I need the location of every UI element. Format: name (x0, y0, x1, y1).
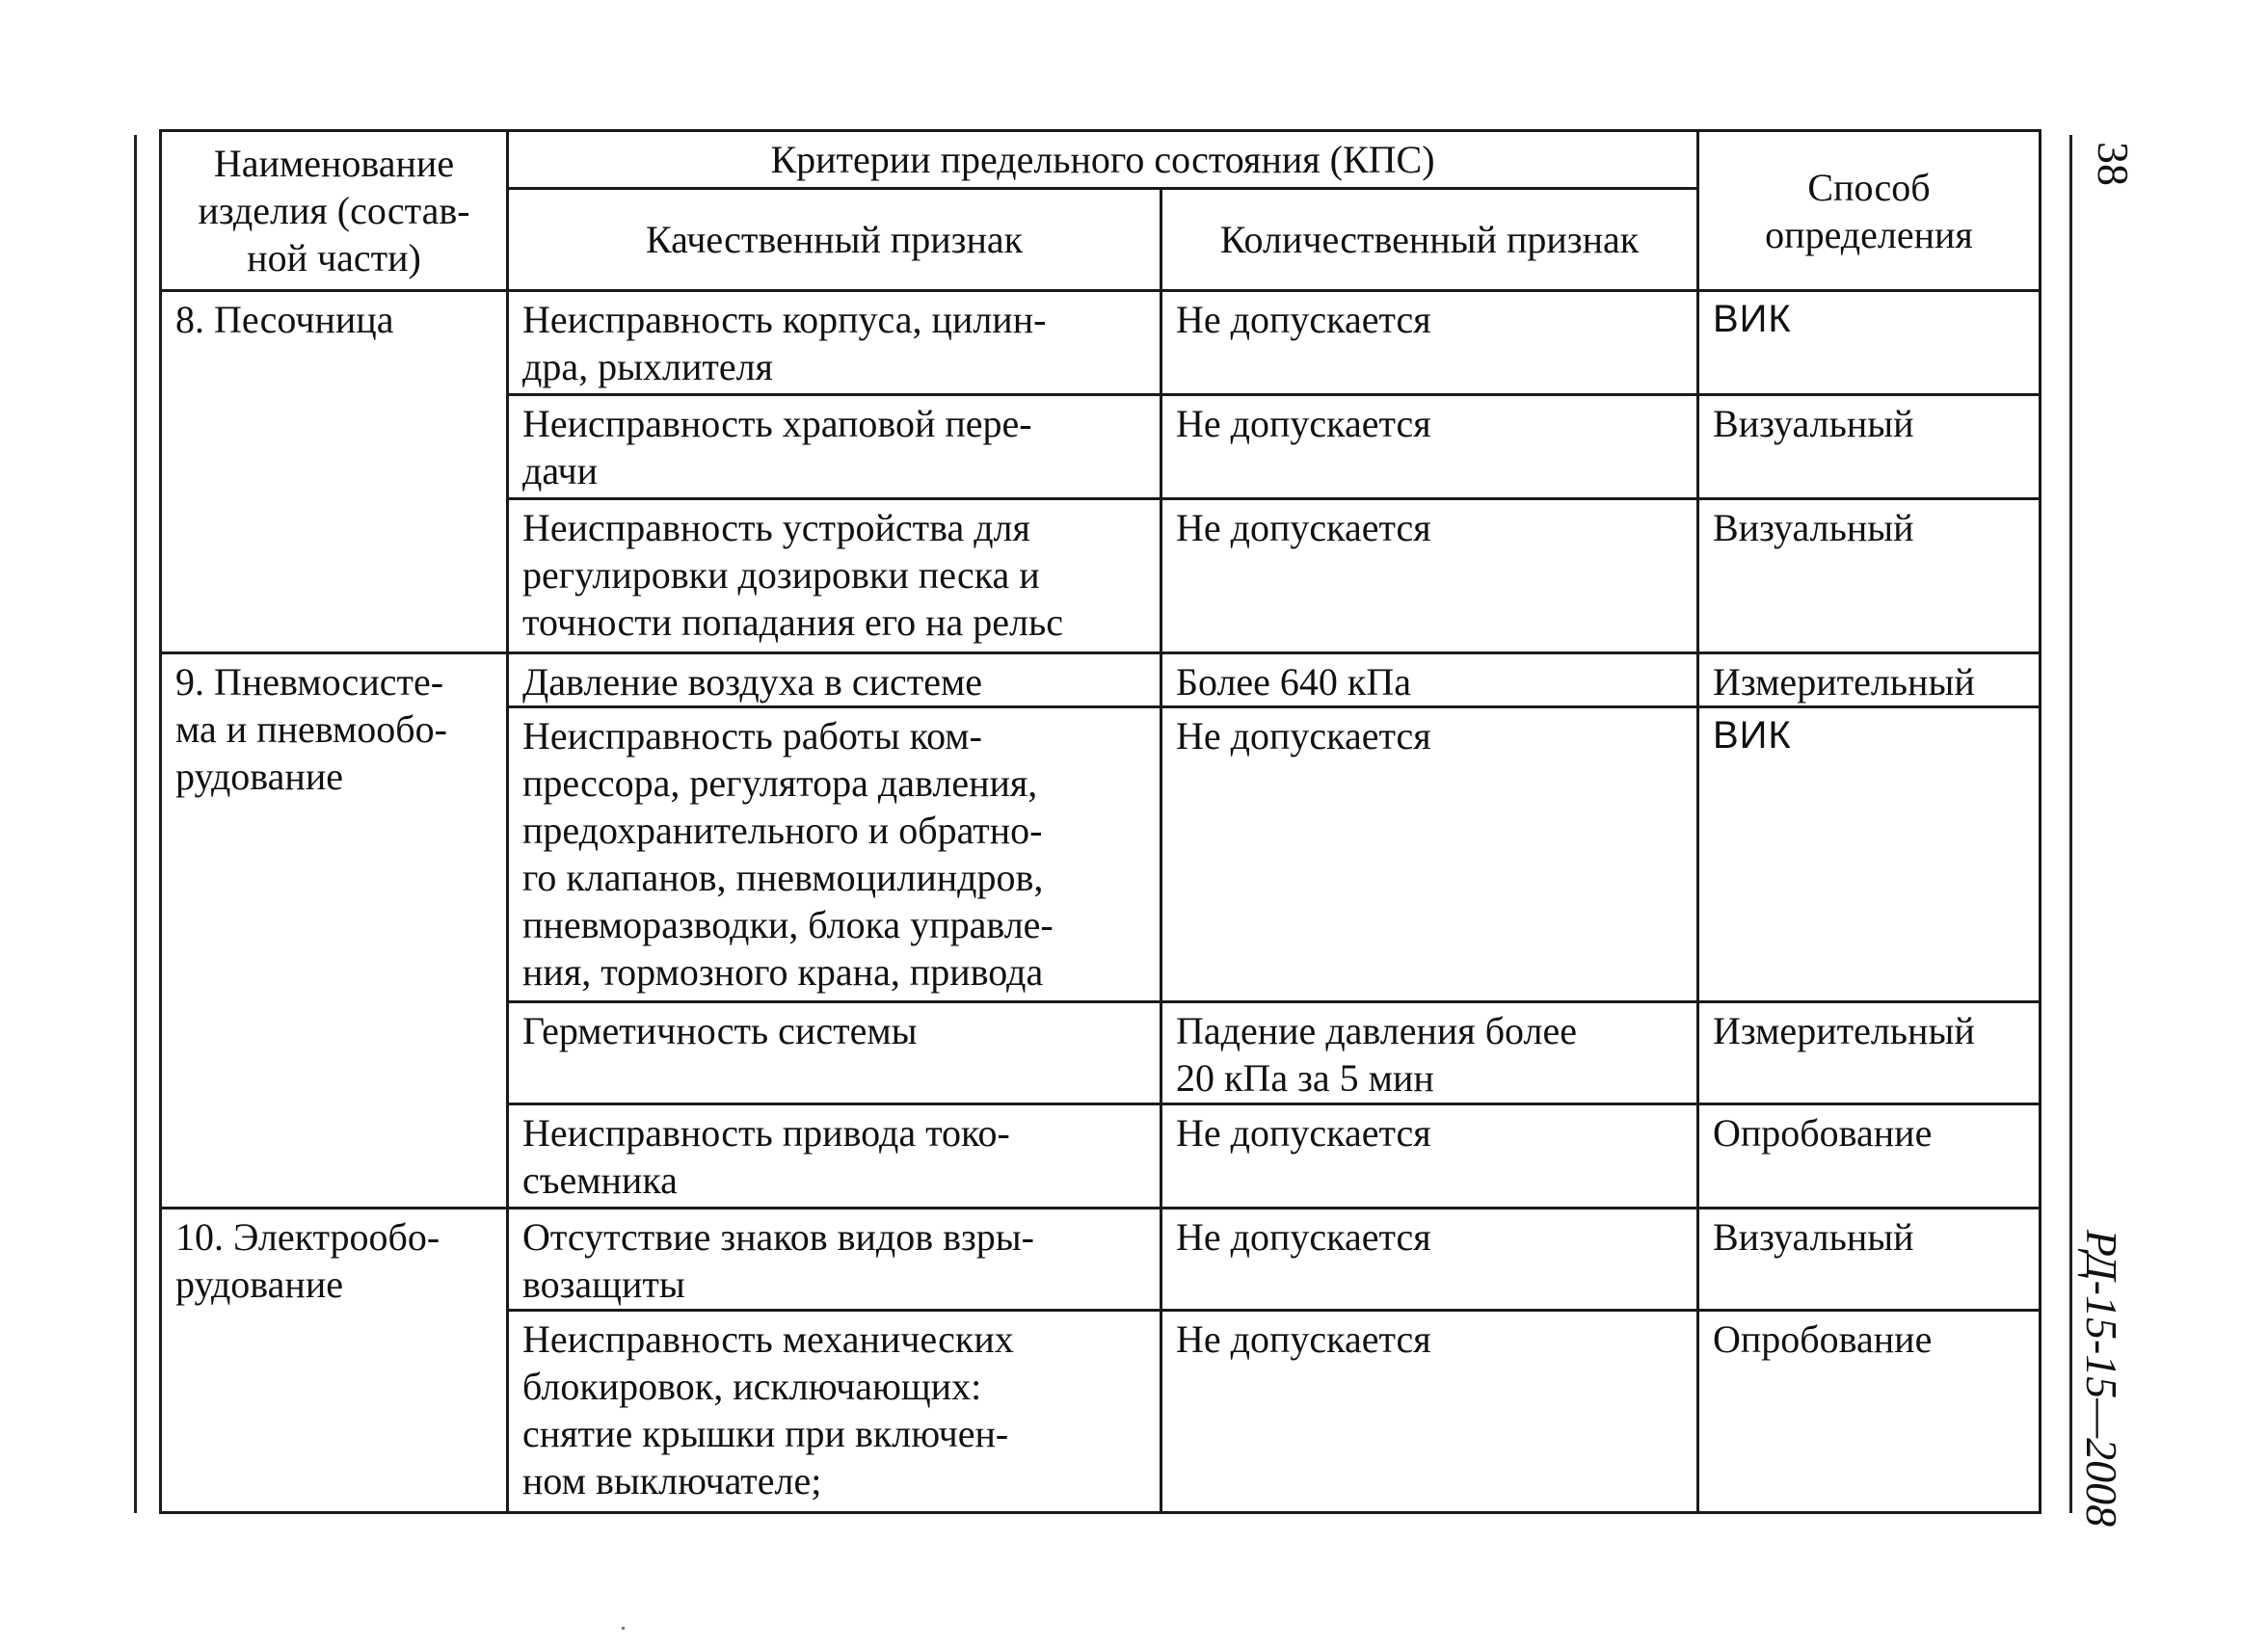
item-cell: 8. Песочница (161, 291, 508, 653)
header-row-1 (161, 131, 2041, 189)
quantitative-cell: Более 640 кПа (1161, 653, 1698, 707)
header-criteria: Критерии предельного состояния (КПС) (508, 131, 1698, 189)
quantitative-cell: Падение давления более 20 кПа за 5 мин (1161, 1002, 1698, 1104)
table-row (161, 291, 2041, 395)
qualitative-cell: Неисправность корпуса, цилин- дра, рыхлителя (508, 291, 1161, 395)
qualitative-cell: Давление воздуха в системе (508, 653, 1161, 707)
header-quantitative: Количественный признак (1161, 189, 1698, 291)
method-cell: Визуальный (1698, 499, 2041, 653)
method-cell: ВИК (1698, 291, 2041, 395)
method-cell: Опробование (1698, 1311, 2041, 1513)
qualitative-cell: Неисправность устройства для регулировки дозировки песка и точности попадания его на рельс (508, 499, 1161, 653)
qualitative-cell: Неисправность привода токо- съемника (508, 1104, 1161, 1209)
document-id: РД-15-15—2008 (2077, 1229, 2126, 1528)
header-item-name: Наименование изделия (состав- ной части) (161, 131, 508, 291)
method-cell: Измерительный (1698, 1002, 2041, 1104)
qualitative-cell: Неисправность работы ком- прессора, регулятора давления, предохранительного и обратно- го клапанов, пневмоцилиндров, пневморазводки, блока управле- ния, тормозного крана, привода (508, 707, 1161, 1002)
quantitative-cell: Не допускается (1161, 1311, 1698, 1513)
scan-speck (622, 1627, 625, 1630)
left-margin-rule (134, 135, 137, 1513)
quantitative-cell: Не допускается (1161, 1209, 1698, 1311)
table-row (161, 1209, 2041, 1311)
method-cell: Визуальный (1698, 1209, 2041, 1311)
method-cell: ВИК (1698, 707, 2041, 1002)
quantitative-cell: Не допускается (1161, 395, 1698, 499)
table-row (161, 653, 2041, 707)
item-cell: 9. Пневмосисте- ма и пневмообо- рудование (161, 653, 508, 1209)
quantitative-cell: Не допускается (1161, 1104, 1698, 1209)
item-cell: 10. Электрообо- рудование (161, 1209, 508, 1513)
quantitative-cell: Не допускается (1161, 499, 1698, 653)
header-method: Способ определения (1698, 131, 2041, 291)
qualitative-cell: Неисправность храповой пере- дачи (508, 395, 1161, 499)
method-cell: Измерительный (1698, 653, 2041, 707)
quantitative-cell: Не допускается (1161, 707, 1698, 1002)
qualitative-cell: Отсутствие знаков видов взры- возащиты (508, 1209, 1161, 1311)
page-number: 38 (2089, 142, 2138, 186)
quantitative-cell: Не допускается (1161, 291, 1698, 395)
criteria-table (159, 129, 2041, 1514)
qualitative-cell: Герметичность системы (508, 1002, 1161, 1104)
qualitative-cell: Неисправность механических блокировок, исключающих: снятие крышки при включен- ном выключателе; (508, 1311, 1161, 1513)
method-cell: Визуальный (1698, 395, 2041, 499)
header-qualitative: Качественный признак (508, 189, 1161, 291)
method-cell: Опробование (1698, 1104, 2041, 1209)
